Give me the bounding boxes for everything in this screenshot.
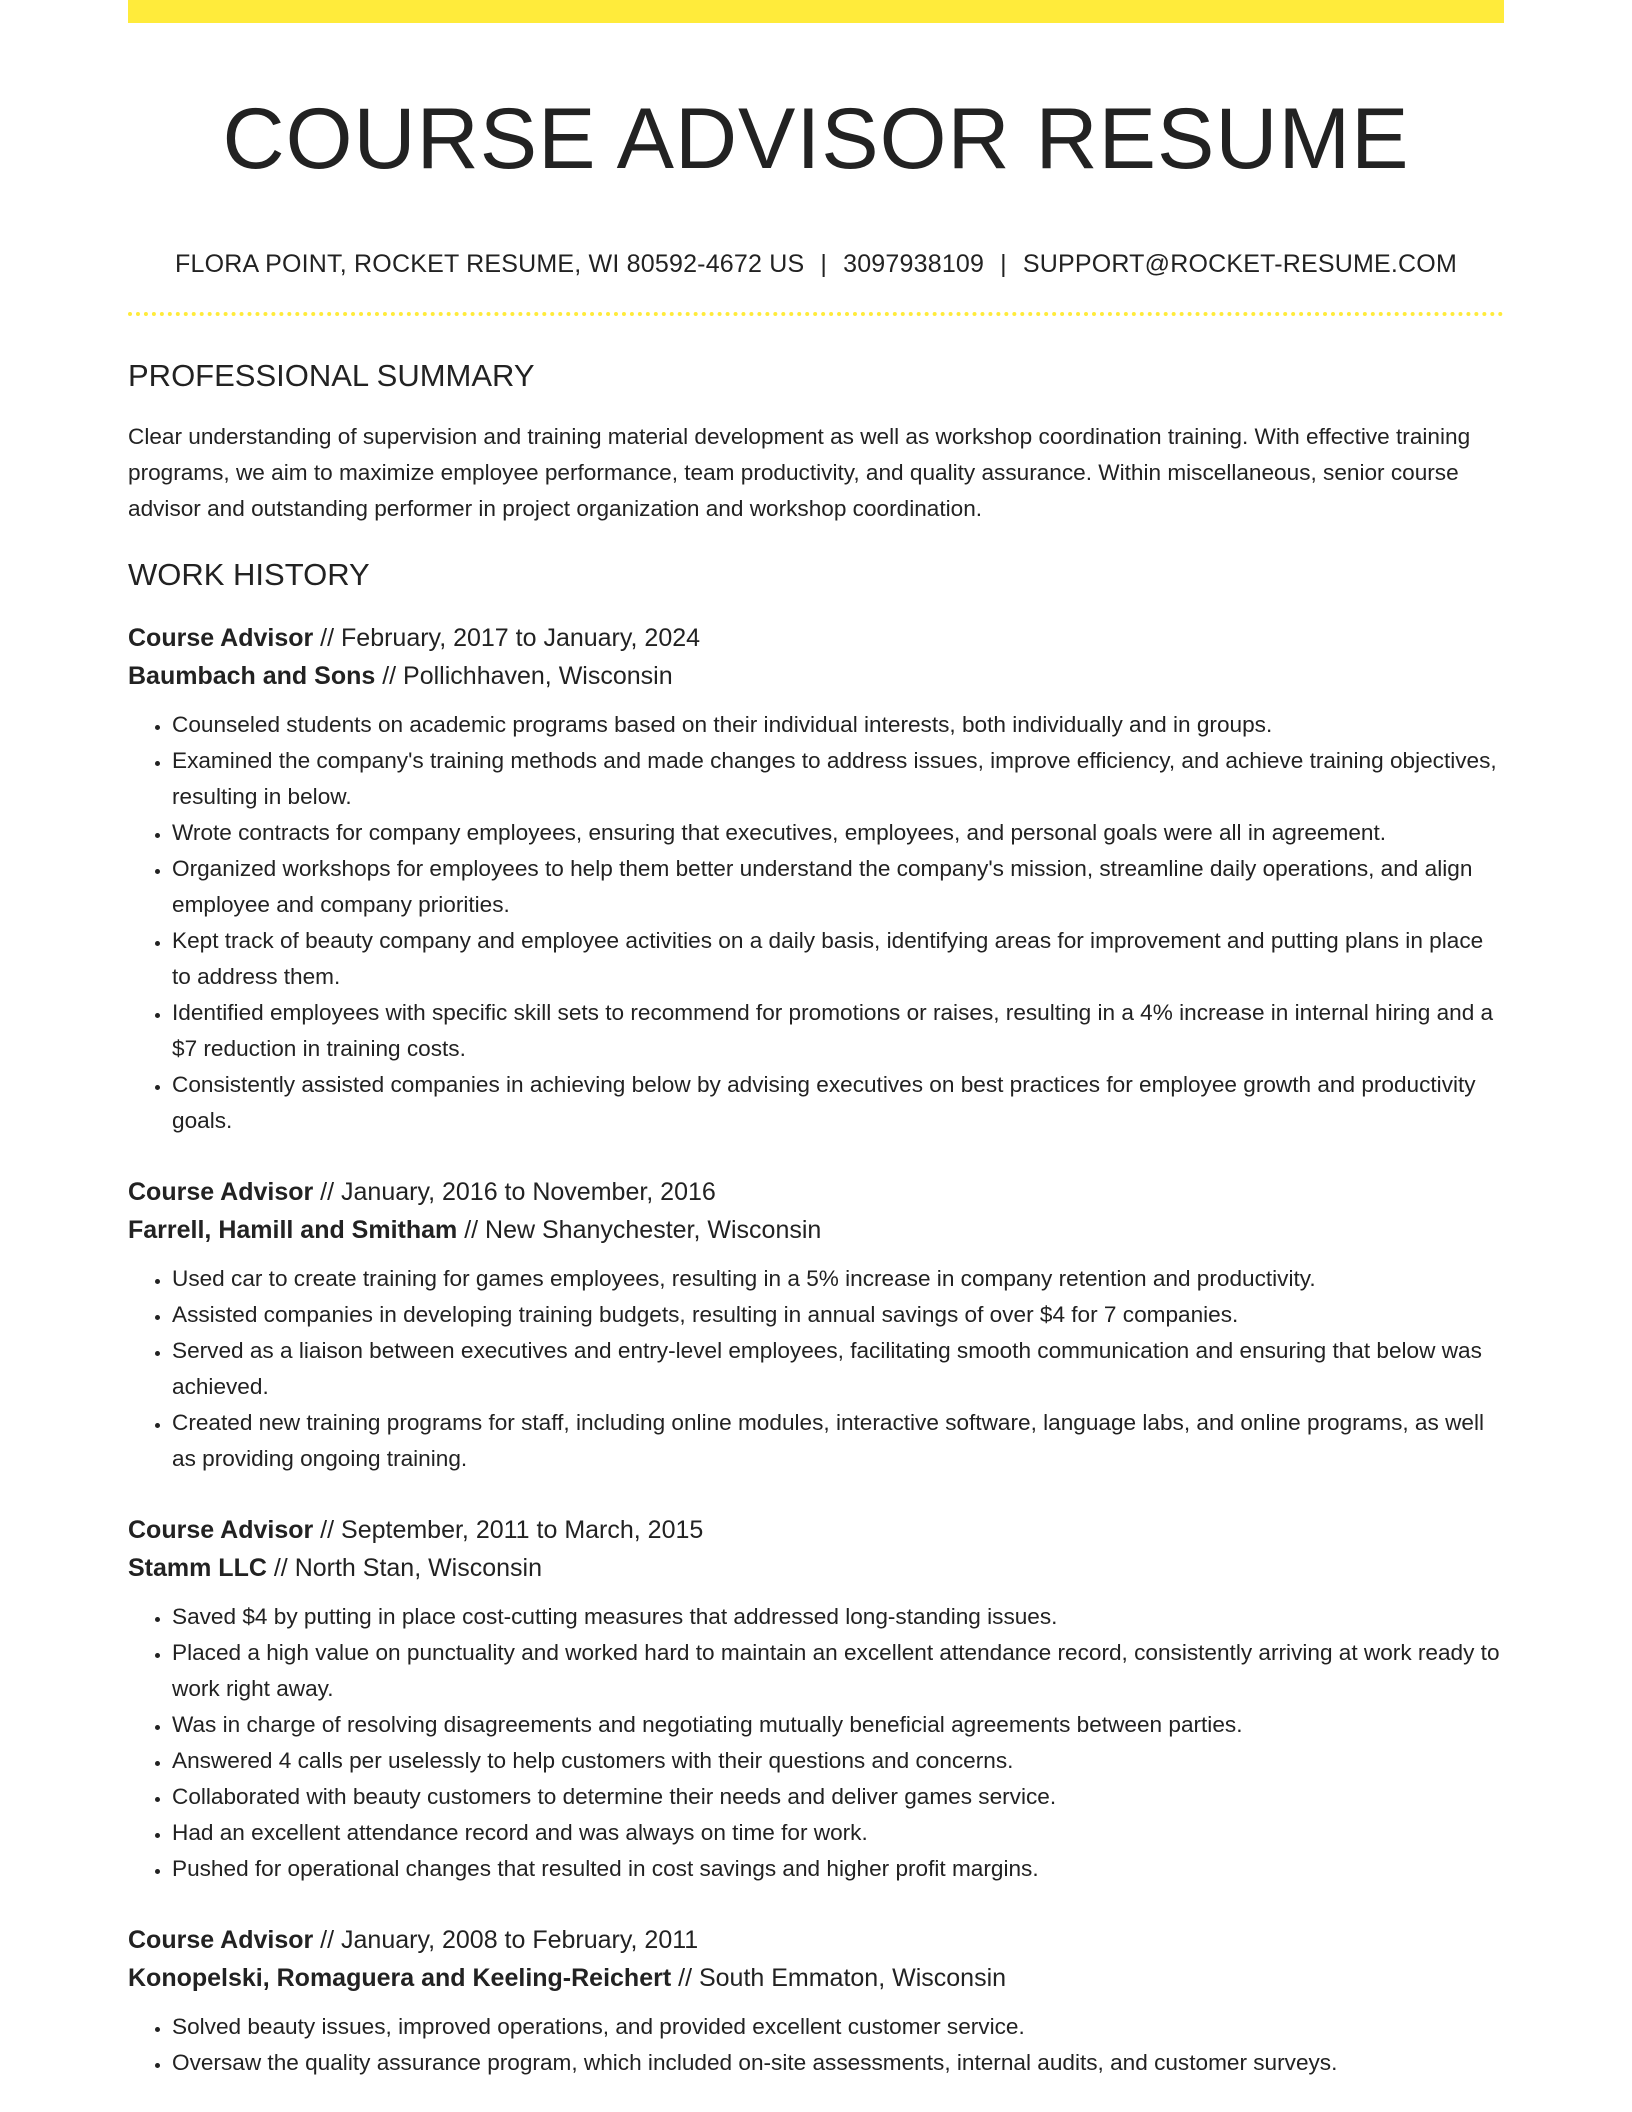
job-title-line xyxy=(128,619,1504,657)
job-company: Farrell, Hamill and Smitham xyxy=(128,1216,458,1244)
job-bullet: • Organized workshops for employees to help them better understand the company's mission, streamline daily operations, and align employee and company priorities. xyxy=(172,851,1504,923)
job-title-line xyxy=(128,1511,1504,1549)
summary-text: Clear understanding of supervision and training material development as well as workshop coordination training. With effective training programs, we aim to maximize employee performance, team productivity, and quality assurance. Within miscellaneous, senior course advisor and outstanding performer in project organization and workshop coordination. xyxy=(128,424,1471,521)
job-bullet: • Wrote contracts for company employees, ensuring that executives, employees, and personal goals were all in agreement. xyxy=(172,815,1504,851)
job-title: Course Advisor xyxy=(128,1516,314,1544)
contact-line xyxy=(128,247,1504,281)
job-location: // South Emmaton, Wisconsin xyxy=(671,1964,1007,1992)
job-entry xyxy=(128,619,1504,1139)
job-bullet: • Pushed for operational changes that resulted in cost savings and higher profit margins. xyxy=(172,1851,1504,1887)
job-dates: // February, 2017 to January, 2024 xyxy=(313,624,701,652)
job-bullet: • Created new training programs for staff, including online modules, interactive software, language labs, and online programs, as well as providing ongoing training. xyxy=(172,1405,1504,1477)
work-history-heading: WORK HISTORY xyxy=(128,557,370,592)
job-bullet: • Used car to create training for games employees, resulting in a 5% increase in company retention and productivity. xyxy=(172,1261,1504,1297)
job-bullet: • Served as a liaison between executives and entry-level employees, facilitating smooth communication and ensuring that below was achieved. xyxy=(172,1333,1504,1405)
job-company-line xyxy=(128,1211,1504,1249)
contact-email: SUPPORT@ROCKET-RESUME.COM xyxy=(1022,250,1457,278)
job-entry xyxy=(128,1173,1504,1477)
contact-address: FLORA POINT, ROCKET RESUME, WI 80592-4672 US xyxy=(175,250,805,278)
job-company-line xyxy=(128,1959,1504,1997)
job-dates: // January, 2008 to February, 2011 xyxy=(313,1926,699,1954)
job-location: // New Shanychester, Wisconsin xyxy=(457,1216,822,1244)
job-bullet: • Oversaw the quality assurance program, which included on-site assessments, internal audits, and customer surveys. xyxy=(172,2045,1504,2081)
job-bullet: • Placed a high value on punctuality and worked hard to maintain an excellent attendance record, consistently arriving at work ready to work right away. xyxy=(172,1635,1504,1707)
job-entry xyxy=(128,1511,1504,1887)
top-accent-bar xyxy=(128,0,1504,23)
job-title-line xyxy=(128,1921,1504,1959)
job-bullet: • Saved $4 by putting in place cost-cutting measures that addressed long-standing issues. xyxy=(172,1599,1504,1635)
job-bullet-list xyxy=(128,707,1504,1139)
job-bullet: • Identified employees with specific skill sets to recommend for promotions or raises, resulting in a 4% increase in internal hiring and a $7 reduction in training costs. xyxy=(172,995,1504,1067)
summary-heading: PROFESSIONAL SUMMARY xyxy=(128,358,535,393)
dotted-divider xyxy=(128,312,1504,316)
job-bullet: • Examined the company's training methods and made changes to address issues, improve efficiency, and achieve training objectives, resulting in below. xyxy=(172,743,1504,815)
job-bullet-list xyxy=(128,2009,1504,2081)
contact-phone: 3097938109 xyxy=(843,250,985,278)
job-company-line xyxy=(128,1549,1504,1587)
job-dates: // January, 2016 to November, 2016 xyxy=(313,1178,716,1206)
job-bullet-list xyxy=(128,1599,1504,1887)
contact-separator: | xyxy=(1000,250,1007,278)
work-history-list xyxy=(128,619,1504,2081)
job-bullet: • Was in charge of resolving disagreements and negotiating mutually beneficial agreements between parties. xyxy=(172,1707,1504,1743)
job-bullet: • Consistently assisted companies in achieving below by advising executives on best practices for employee growth and productivity goals. xyxy=(172,1067,1504,1139)
job-bullet: • Kept track of beauty company and employee activities on a daily basis, identifying areas for improvement and putting plans in place to address them. xyxy=(172,923,1504,995)
job-bullet: • Had an excellent attendance record and was always on time for work. xyxy=(172,1815,1504,1851)
job-title-line xyxy=(128,1173,1504,1211)
job-company: Stamm LLC xyxy=(128,1554,267,1582)
job-location: // Pollichhaven, Wisconsin xyxy=(375,662,673,690)
job-dates: // September, 2011 to March, 2015 xyxy=(313,1516,704,1544)
job-bullet-list xyxy=(128,1261,1504,1477)
job-bullet: • Counseled students on academic programs based on their individual interests, both individually and in groups. xyxy=(172,707,1504,743)
resume-page xyxy=(128,0,1504,2081)
job-company: Baumbach and Sons xyxy=(128,662,376,690)
job-title: Course Advisor xyxy=(128,624,314,652)
job-location: // North Stan, Wisconsin xyxy=(266,1554,543,1582)
job-company: Konopelski, Romaguera and Keeling-Reichert xyxy=(128,1964,672,1992)
job-bullet: • Collaborated with beauty customers to determine their needs and deliver games service. xyxy=(172,1779,1504,1815)
resume-title: COURSE ADVISOR RESUME xyxy=(222,91,1410,187)
job-entry xyxy=(128,1921,1504,2081)
job-title: Course Advisor xyxy=(128,1926,314,1954)
contact-separator: | xyxy=(820,250,828,278)
job-bullet: • Solved beauty issues, improved operations, and provided excellent customer service. xyxy=(172,2009,1504,2045)
job-title: Course Advisor xyxy=(128,1178,314,1206)
job-bullet: • Assisted companies in developing training budgets, resulting in annual savings of over $4 for 7 companies. xyxy=(172,1297,1504,1333)
job-bullet: • Answered 4 calls per uselessly to help customers with their questions and concerns. xyxy=(172,1743,1504,1779)
job-company-line xyxy=(128,657,1504,695)
